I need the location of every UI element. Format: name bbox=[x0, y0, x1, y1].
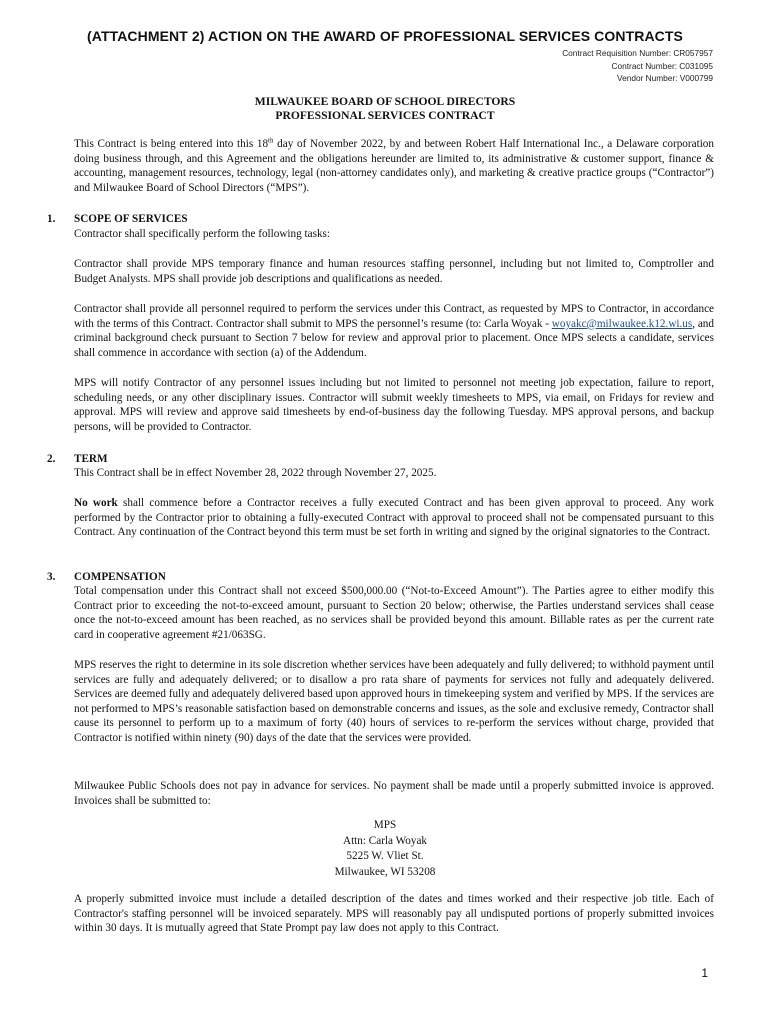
section-3-paragraph-3: A properly submitted invoice must include a detailed description of the dates and times worked and their respective job title. Each of Contractor's staffing personnel will be invoiced separately. MPS will reasonably pay all undisputed portions of properly submitted invoices within 30 days. It is mutually agreed that State Prompt pay law does not apply to this Contract. bbox=[74, 893, 714, 935]
address-line-4: Milwaukee, WI 53208 bbox=[334, 865, 436, 878]
email-link[interactable]: woyakc@milwaukee.k12.wi.us bbox=[551, 317, 693, 330]
address-line-2: Attn: Carla Woyak bbox=[342, 834, 428, 847]
attachment-title: (ATTACHMENT 2) ACTION ON THE AWARD OF PROFESSIONAL SERVICES CONTRACTS bbox=[87, 28, 683, 44]
section-3-number: 3. bbox=[47, 571, 56, 583]
section-3-title: COMPENSATION bbox=[74, 571, 166, 583]
section-3-paragraph-1: MPS reserves the right to determine in its sole discretion whether services have been adequately and fully delivered; to withhold payment until services are fully and adequately delivered; or to disallow a pro rata share of payments for services not fully and adequately delivered. Services are deemed fully and adequately delivered based upon approved hours in timekeeping system and verified by MPS. If the services are not performed to MPS’s reasonable satisfaction based on demonstrable concerns and issues, as the sole and exclusive remedy, Contractor shall cause its personnel to perform up to a maximum of forty (40) hours of services to re-perform the services without charge, provided that Contractor is notified within ninety (90) days of the date that the services were provided. bbox=[74, 659, 714, 744]
intro-paragraph bbox=[74, 137, 714, 195]
invoice-address bbox=[0, 818, 770, 880]
contract-title bbox=[0, 95, 770, 123]
section-3-paragraph-2: Milwaukee Public Schools does not pay in advance for services. No payment shall be made until a properly submitted invoice is approved. Invoices shall be submitted to: bbox=[74, 780, 714, 807]
intro-text-b: day of November 2022, by and between Robert Half International Inc., a Delaware corporation doing business through, and this Agreement and the obligations hereunder are limited to, its administrative & customer support, finance & accounting, management resources, technology, legal (non-attorney candidates only), and marketing & creative practice groups (“Contractor”) and Milwaukee Board of School Directors (“MPS”). bbox=[74, 138, 714, 194]
title-line-1: MILWAUKEE BOARD OF SCHOOL DIRECTORS bbox=[254, 95, 516, 108]
section-2-lead: This Contract shall be in effect November 28, 2022 through November 27, 2025. bbox=[74, 467, 437, 479]
address-line-1: MPS bbox=[373, 819, 397, 831]
page-number: 1 bbox=[701, 966, 708, 980]
section-2-paragraph-1 bbox=[74, 496, 714, 540]
p2-text-b: , and criminal background check pursuant to Section 7 below for review and approval prior to placement. Once MPS selects a candidate, services shall commence in accordance with section (a) of the Addendum. bbox=[74, 317, 714, 359]
section-1-title: SCOPE OF SERVICES bbox=[74, 213, 188, 225]
p2-text-a: Contractor shall provide all personnel required to perform the services under this Contract, as requested by MPS to Contractor, in accordance with the terms of this Contract. Contractor shall submit to MPS the personnel’s resume (to: Carla Woyak - bbox=[74, 303, 714, 330]
intro-superscript: th bbox=[268, 136, 274, 145]
section-2-title: TERM bbox=[74, 453, 108, 465]
intro-text-a: This Contract is being entered into this 18 bbox=[74, 138, 269, 150]
no-work-bold: No work bbox=[74, 497, 118, 509]
requisition-number: Contract Requisition Number: CR057957 bbox=[562, 48, 713, 58]
section-1-paragraph-1: Contractor shall provide MPS temporary finance and human resources staffing personnel, including but not limited to, Comptroller and Budget Analysts. MPS shall provide job descriptions and qualifications as needed. bbox=[74, 258, 714, 285]
title-line-2: PROFESSIONAL SERVICES CONTRACT bbox=[275, 109, 495, 122]
section-2-paragraph-1-text: shall commence before a Contractor receives a fully executed Contract and has been given approval to proceed. Any work performed by the Contractor prior to obtaining a fully-executed Contract with approval to proceed shall not be compensated pursuant to this Contract. Any continuation of the Contract beyond this term must be set forth in writing and signed by the original signatories to the Contract. bbox=[74, 497, 714, 539]
vendor-number: Vendor Number: V000799 bbox=[617, 73, 713, 83]
section-1-lead: Contractor shall specifically perform the following tasks: bbox=[74, 228, 331, 240]
reference-numbers bbox=[562, 47, 713, 85]
section-3-lead: Total compensation under this Contract shall not exceed $500,000.00 (“Not-to-Exceed Amount”). The Parties agree to either modify this Contract prior to exceeding the not-to-exceed amount, pursuant to Section 20 below; otherwise, the Parties understand services shall cease once the not-to-exceed amount has been reached, as no services shall be provided beyond this amount. Billable rates as per the current rate card in cooperative agreement #21/063SG. bbox=[74, 585, 714, 641]
section-2-number: 2. bbox=[47, 453, 56, 465]
section-1-paragraph-3: MPS will notify Contractor of any personnel issues including but not limited to personnel not meeting job expectation, failure to report, scheduling needs, or any other disciplinary issues. Contractor will submit weekly timesheets to MPS, via email, on Fridays for review and approval. MPS will review and approve said timesheets by end-of-business day the following Tuesday. MPS approval persons, and backup persons, will be provided to Contractor. bbox=[74, 377, 714, 433]
address-line-3: 5225 W. Vliet St. bbox=[346, 850, 424, 863]
section-1-paragraph-2 bbox=[74, 302, 714, 360]
section-1-number: 1. bbox=[47, 213, 56, 225]
contract-number: Contract Number: C031095 bbox=[611, 60, 713, 71]
